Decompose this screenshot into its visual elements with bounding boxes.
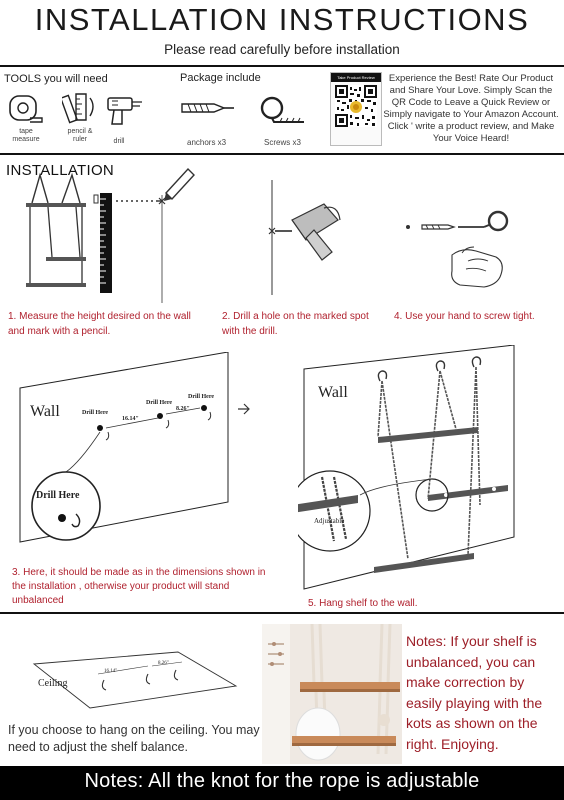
drill-here-label-2: Drill Here [146, 400, 173, 406]
product-photo [262, 624, 402, 764]
dim1-label: 16.14" [122, 416, 139, 422]
step1-illustration [10, 165, 210, 310]
ceiling-diagram [30, 650, 240, 715]
wall-drill-diagram [10, 352, 230, 569]
drill-here-zoom-label: Drill Here [36, 490, 80, 501]
tape-measure-icon [8, 92, 44, 131]
page-title: INSTALLATION INSTRUCTIONS [34, 2, 530, 37]
screws-label: Screws x3 [264, 138, 301, 147]
anchor-icon [180, 96, 236, 125]
tool-label-tape: tape measure [12, 128, 40, 143]
qr-review-text: Experience the Best! Rate Our Product and Share Your Love. Simply Scan the QR Code to Leave a Quick Review or Simply navigate to Your Amazon Account. Click ' write a product review, and Make Your Voice Heard! [383, 73, 559, 144]
ceiling-label: Ceiling [38, 678, 68, 689]
ceiling-dim1: 16.14" [104, 669, 118, 674]
step5-text: 5. Hang shelf to the wall. [308, 598, 418, 609]
qr-code-icon[interactable] [335, 85, 377, 132]
step3-text: 3. Here, it should be made as in the dimensions shown in the installation , otherwise your product will stand unbalanced [12, 567, 266, 606]
step4-text: 4. Use your hand to screw tight. [394, 311, 535, 322]
drill-here-label-1: Drill Here [82, 410, 109, 416]
anchors-label: anchors x3 [187, 138, 227, 147]
step4-illustration [402, 205, 522, 300]
ceiling-text: If you choose to hang on the ceiling. You may need to adjust the shelf balance. [8, 723, 260, 754]
wall-arrow-icon [236, 400, 252, 423]
section-divider-1 [0, 153, 564, 155]
wall-label: Wall [30, 403, 60, 420]
step2-text: 2. Drill a hole on the marked spot with the drill. [222, 311, 369, 337]
drill-here-label-3: Drill Here [188, 394, 215, 400]
dim2-label: 8.26" [176, 406, 190, 412]
step2-illustration [262, 180, 372, 305]
page-subtitle: Please read carefully before installation [164, 42, 400, 57]
qr-caption: Take Product Review [331, 73, 381, 82]
notes-right-text: Notes: If your shelf is unbalanced, you can make correction by easily playing with the kots as shown on the right. Enjoying. [406, 633, 543, 752]
tool-label-pencil: pencil & ruler [67, 128, 93, 143]
installation-heading: INSTALLATION [6, 162, 115, 179]
adjustable-label: Adjustable [314, 517, 345, 525]
hook-screw-icon [258, 92, 306, 137]
shelf-wall-label: Wall [318, 384, 348, 401]
ceiling-dim2: 8.26" [158, 661, 169, 666]
header-divider [0, 65, 564, 67]
drill-icon [104, 92, 144, 133]
tools-heading: TOOLS you will need [4, 73, 108, 85]
qr-card [330, 72, 382, 146]
tool-label-drill: drill [113, 138, 125, 145]
shelf-hang-diagram [298, 345, 564, 600]
pencil-ruler-icon [62, 90, 98, 131]
step1-text: 1. Measure the height desired on the wall and mark with a pencil. [8, 311, 191, 337]
bottom-notes-text: Notes: All the knot for the rope is adjustable [84, 770, 480, 792]
section-divider-2 [0, 612, 564, 614]
package-heading: Package include [180, 72, 261, 84]
